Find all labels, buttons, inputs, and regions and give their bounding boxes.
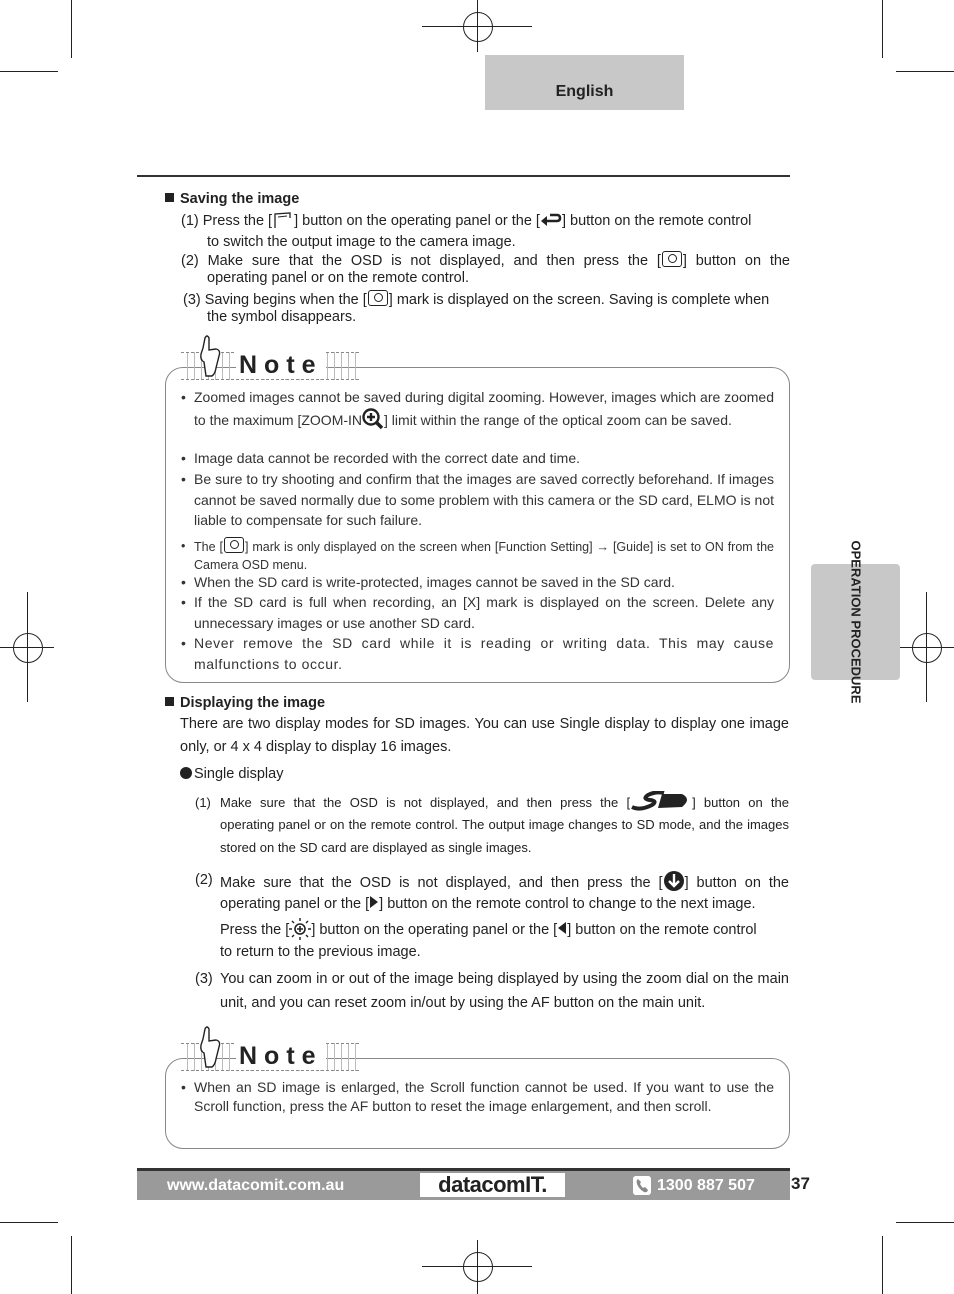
note2-item-1: • When an SD image is enlarged, the Scroll function cannot be used. If you want to use the Scroll function, press the AF button to reset the image enlargement, and then scroll. — [181, 1079, 774, 1114]
sd-card-icon — [630, 791, 692, 811]
note-title: Note — [236, 1042, 326, 1070]
note1-item-2: • Image data cannot be recorded with the correct date and time. — [181, 450, 581, 466]
left-triangle-icon — [557, 922, 567, 934]
side-tab-label: OPERATION PROCEDURE — [848, 540, 863, 704]
single-step-3: (3) You can zoom in or out of the image being displayed by using the zoom dial on the main unit, and you can reset zoom in/out by using the AF button on the main unit. — [195, 971, 789, 1011]
round-bullet-icon — [180, 767, 192, 779]
display-heading: Displaying the image — [165, 695, 325, 711]
note1-item-3: • Be sure to try shooting and confirm that the images are saved correctly beforehand. If images cannot be saved normally due to some problem with this camera or the SD card, ELMO is not liable to compensate for such failure. — [181, 471, 774, 528]
camera-switch-icon — [272, 211, 294, 229]
saving-step-2: (2) Make sure that the OSD is not displayed, and then press the [ ] button on the — [181, 253, 790, 269]
pointing-hand-icon — [194, 1025, 224, 1069]
language-tab: English — [485, 55, 684, 110]
square-bullet-icon — [165, 697, 174, 706]
zoom-in-icon — [362, 408, 384, 430]
note1-item-7: • Never remove the SD card while it is reading or writing data. This may cause malfunctions to occur. — [181, 635, 774, 672]
footer-bar — [137, 1168, 790, 1200]
camera-capture-icon — [224, 537, 244, 553]
note1-item-5: • When the SD card is write-protected, images cannot be saved in the SD card. — [181, 574, 675, 590]
saving-step-1: (1) Press the [ ] button on the operating panel or the [ ] button on the remote control to switch the output image to the camera image. — [181, 213, 752, 250]
saving-step-2-cont: operating panel or on the remote control. — [207, 270, 469, 286]
camera-capture-icon — [662, 251, 682, 267]
down-arrow-icon — [663, 870, 685, 892]
top-rule — [137, 175, 790, 177]
note1-item-6: • If the SD card is full when recording, an [X] mark is displayed on the screen. Delete any unnecessary images or use another SD card. — [181, 594, 774, 631]
pointing-hand-icon — [194, 334, 224, 378]
datacomit-logo: datacomIT. — [420, 1173, 565, 1197]
display-intro: There are two display modes for SD images. You can use Single display to display one image only, or 4 x 4 display to display 16 images. — [180, 716, 789, 755]
square-bullet-icon — [165, 193, 174, 202]
single-step-2: (2) Make sure that the OSD is not displayed, and then press the [ ] button on the operating panel or the [ ] button on the remote control to change to the next image. Press the [ ] button on the operating panel or the [ ] button on the remote control to return to the previous image. — [195, 872, 789, 960]
camera-capture-icon — [368, 290, 388, 306]
footer-phone: 1300 887 507 — [657, 1177, 755, 1194]
right-triangle-icon — [369, 896, 379, 908]
note1-item-4: • The [ ] mark is only displayed on the screen when [Function Setting] → [Guide] is set to ON from the Camera OSD menu. — [181, 539, 774, 572]
note1-item-1: • Zoomed images cannot be saved during digital zooming. However, images which are zoomed to the maximum [ZOOM-IN ] limit within the range of the optical zoom can be saved. — [181, 389, 774, 428]
phone-icon — [633, 1176, 651, 1195]
brightness-icon — [289, 918, 311, 940]
page-number: 37 — [791, 1174, 810, 1193]
single-step-1: (1) Make sure that the OSD is not displayed, and then press the [ ] button on the operating panel or on the remote control. The output image changes to SD mode, and the images stored on the SD card are displayed as single images. — [195, 791, 789, 859]
return-arrow-icon — [540, 212, 562, 228]
footer-url[interactable]: www.datacomit.com.au — [167, 1177, 345, 1194]
section-side-tab — [811, 540, 900, 704]
saving-step-3: (3) Saving begins when the [ ] mark is displayed on the screen. Saving is complete when the symbol disappears. — [183, 292, 770, 325]
saving-heading: Saving the image — [165, 191, 299, 207]
note-title: Note — [236, 351, 326, 379]
single-display-label: Single display — [180, 764, 283, 785]
